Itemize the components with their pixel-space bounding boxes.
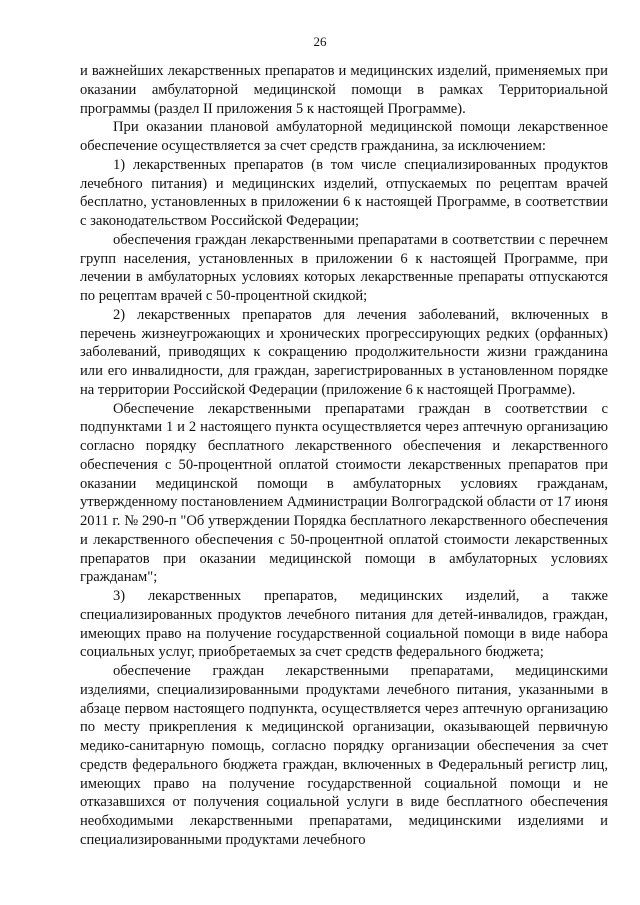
paragraph: обеспечение граждан лекарственными препаратами, медицинскими изделиями, специализированными продуктами лечебного питания, указанными в абзаце первом настоящего подпункта, осуществляется через аптечную организацию по месту прикрепления к медицинской организации, оказывающей первичную медико-санитарную помощь, согласно порядку организации обеспечения за счет средств федерального бюджета граждан, включенных в Федеральный регистр лиц, имеющих право на получение государственной социальной помощи и не отказавшихся от получения социальной услуги в виде бесплатного обеспечения необходимыми лекарственными препаратами, медицинскими изделиями и специализированными продуктами лечебного bbox=[80, 663, 608, 848]
paragraph: 2) лекарственных препаратов для лечения заболеваний, включенных в перечень жизнеугрожающих и хронических прогрессирующих редких (орфанных) заболеваний, приводящих к сокращению продолжительности жизни гражданина или его инвалидности, для граждан, зарегистрированных в установленном порядке на территории Российской Федерации (приложение 6 к настоящей Программе). bbox=[80, 306, 608, 398]
paragraph: Обеспечение лекарственными препаратами граждан в соответствии с подпунктами 1 и 2 настоящего пункта осуществляется через аптечную организацию согласно порядку бесплатного лекарственного обеспечения и лекарственного обеспечения с 50-процентной оплатой стоимости лекарственных препаратов при оказании медицинской помощи в амбулаторных условиях гражданам, утвержденному постановлением Администрации Волгоградской области от 17 июня 2011 г. № 290-п "Об утверждении Порядка бесплатного лекарственного обеспечения и лекарственного обеспечения с 50-процентной оплатой стоимости лекарственных препаратов при оказании медицинской помощи в амбулаторных условиях гражданам"; bbox=[80, 400, 608, 586]
paragraph: При оказании плановой амбулаторной медицинской помощи лекарственное обеспечение осуществляется за счет средств гражданина, за исключением: bbox=[80, 119, 608, 154]
paragraph: 1) лекарственных препаратов (в том числе специализированных продуктов лечебного питания) и медицинских изделий, отпускаемых по рецептам врачей бесплатно, установленных в приложении 6 к настоящей Программе, в соответствии с законодательством Российской Федерации; bbox=[80, 156, 608, 229]
paragraph: 3) лекарственных препаратов, медицинских изделий, а также специализированных продуктов лечебного питания для детей-инвалидов, граждан, имеющих право на получение государственной социальной помощи в виде набора социальных услуг, приобретаемых за счет средств федерального бюджета; bbox=[80, 588, 608, 661]
paragraph: обеспечения граждан лекарственными препаратами в соответствии с перечнем групп населения, установленных в приложении 6 к настоящей Программе, при лечении в амбулаторных условиях которых лекарственные препараты отпускаются по рецептам врачей с 50-процентной скидкой; bbox=[80, 231, 608, 304]
paragraph: и важнейших лекарственных препаратов и медицинских изделий, применяемых при оказании амбулаторной медицинской помощи в рамках Территориальной программы (раздел II приложения 5 к настоящей Программе). bbox=[80, 63, 608, 117]
page-number: 26 bbox=[313, 34, 327, 49]
document-body bbox=[80, 62, 608, 850]
